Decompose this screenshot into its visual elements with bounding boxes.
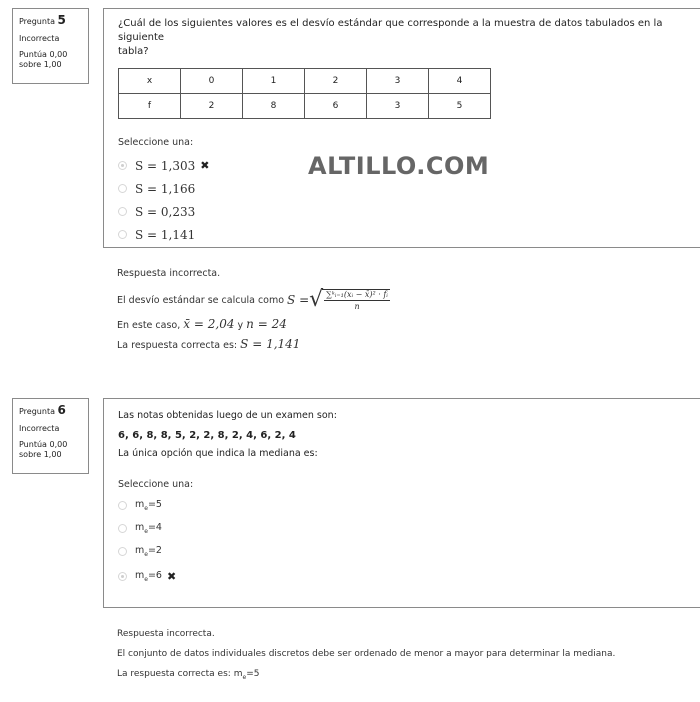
table-cell: 6 [305, 94, 367, 119]
table-cell: 2 [305, 69, 367, 94]
formula-line: El desvío estándar se calcula como S = √ $\frac{\text{∑ᵏᵢ₌₁(xᵢ − x̄)² · fᵢ}}{n}$ [117, 287, 388, 312]
answer-line: La respuesta correcta es: S = 1,141 [117, 337, 301, 351]
feedback-5 [117, 268, 677, 351]
question-info-5 [12, 8, 89, 84]
option-label: S = 1,166 [135, 181, 196, 196]
option-label: S = 1,141 [135, 227, 196, 242]
answer-option[interactable] [118, 540, 700, 563]
question-box-6 [103, 398, 700, 608]
option-label: S = 0,233 [135, 204, 196, 219]
score-line: Puntúa 0,00 [19, 440, 68, 449]
answer-option[interactable] [118, 517, 700, 540]
question-number: Pregunta 5 [19, 13, 66, 27]
sqrt-icon: √ [309, 287, 324, 312]
question-info-6 [12, 398, 89, 474]
table-cell: 8 [243, 94, 305, 119]
table-row [119, 94, 491, 119]
table-cell: x [119, 69, 181, 94]
question-state: Incorrecta [19, 424, 60, 433]
option-label: $m_e=4$ [135, 522, 162, 535]
question-box-5 [103, 8, 700, 248]
fraction: $\frac{\text{∑ᵏᵢ₌₁(xᵢ − x̄)² · fᵢ}}{n}$ [326, 290, 388, 311]
answer-line: La respuesta correcta es: $m_e=5$ [117, 669, 260, 681]
table-cell: 5 [429, 94, 491, 119]
question-text: La única opción que indica la mediana es: [118, 448, 318, 459]
radio-button[interactable] [118, 572, 127, 581]
option-label: $m_e=2$ [135, 545, 162, 558]
option-label: $m_e=5$ [135, 499, 162, 512]
option-label: $m_e=6$ [135, 570, 162, 583]
score-line: sobre 1,00 [19, 450, 62, 459]
question-text: ¿Cuál de los siguientes valores es el desvío estándar que corresponde a la muestra de datos tabulados en la siguiente tabla? [118, 18, 663, 57]
table-cell: 0 [181, 69, 243, 94]
score-line: Puntúa 0,00 [19, 50, 68, 59]
table-cell: f [119, 94, 181, 119]
option-label: S = 1,303 [135, 158, 196, 173]
data-table [118, 68, 491, 119]
answer-option[interactable] [118, 200, 700, 223]
select-prompt: Seleccione una: [118, 479, 194, 490]
radio-button[interactable] [118, 547, 127, 556]
table-cell: 3 [367, 69, 429, 94]
table-cell: 2 [181, 94, 243, 119]
feedback-status: Respuesta incorrecta. [117, 629, 215, 639]
sqrt-formula [309, 289, 390, 311]
table-cell: 3 [367, 94, 429, 119]
radio-button[interactable] [118, 207, 127, 216]
feedback-6 [117, 629, 677, 681]
incorrect-icon: ✖ [200, 159, 210, 172]
question-state: Incorrecta [19, 34, 60, 43]
data-values: 6, 6, 8, 8, 5, 2, 2, 8, 2, 4, 6, 2, 4 [118, 430, 296, 441]
answer-option[interactable] [118, 565, 700, 588]
watermark: ALTILLO.COM [308, 152, 490, 180]
question-number: Pregunta 6 [19, 403, 66, 417]
select-prompt: Seleccione una: [118, 137, 194, 148]
incorrect-icon: ✖ [166, 570, 177, 583]
radio-button[interactable] [118, 184, 127, 193]
table-row [119, 69, 491, 94]
answer-option[interactable] [118, 223, 700, 246]
radio-button[interactable] [118, 524, 127, 533]
feedback-status: Respuesta incorrecta. [117, 268, 221, 279]
question-text: Las notas obtenidas luego de un examen son: [118, 410, 337, 421]
score-line: sobre 1,00 [19, 60, 62, 69]
feedback-explanation: El conjunto de datos individuales discretos debe ser ordenado de menor a mayor para determinar la mediana. [117, 649, 616, 659]
case-line: En este caso, x̄ = 2,04 y n = 24 [117, 317, 287, 331]
answer-option[interactable] [118, 177, 700, 200]
answer-option[interactable] [118, 494, 700, 517]
table-cell: 1 [243, 69, 305, 94]
radio-button[interactable] [118, 230, 127, 239]
radio-button[interactable] [118, 501, 127, 510]
table-cell: 4 [429, 69, 491, 94]
radio-button[interactable] [118, 161, 127, 170]
